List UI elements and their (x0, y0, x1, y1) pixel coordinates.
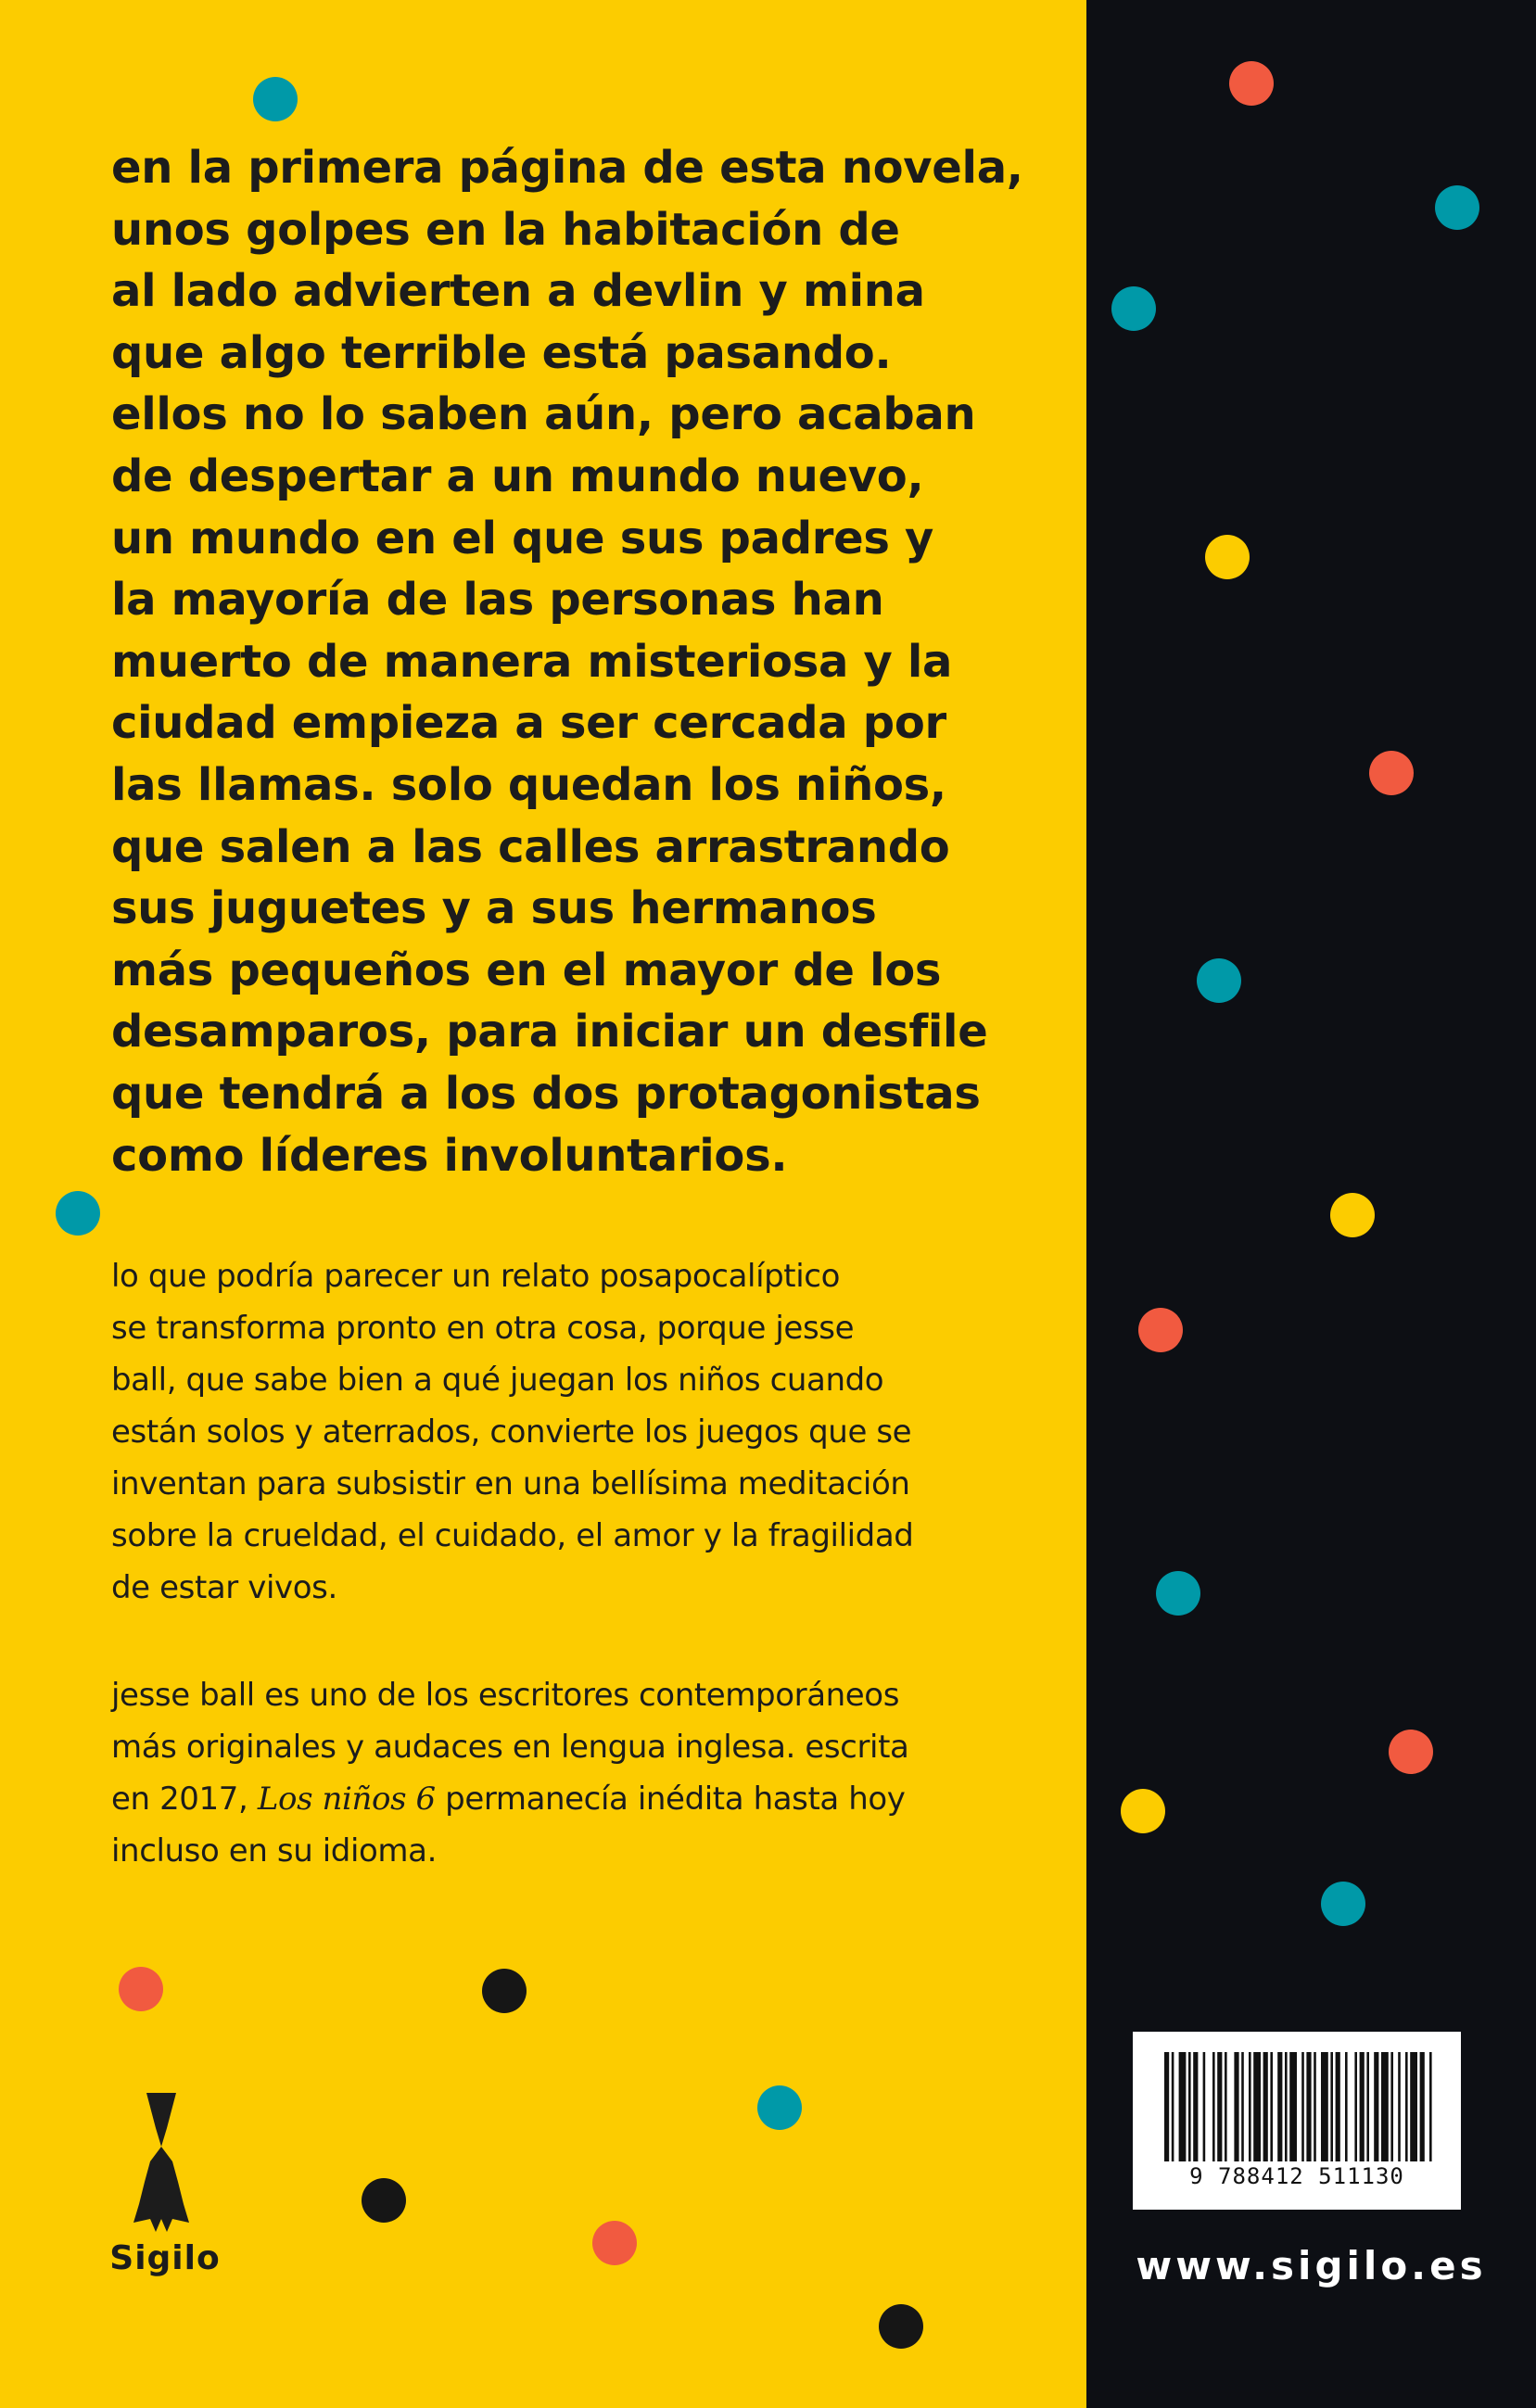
synopsis-line: unos golpes en la habitación de (111, 203, 900, 256)
decorative-dot (1205, 535, 1250, 579)
decorative-dot (1369, 751, 1414, 795)
synopsis-line: la mayoría de las personas han (111, 574, 884, 627)
barcode-bar (1429, 2052, 1432, 2161)
decorative-dot (253, 77, 298, 121)
decorative-dot (592, 2221, 637, 2265)
synopsis-line: que algo terrible está pasando. (111, 326, 892, 379)
barcode-bar (1420, 2052, 1425, 2161)
decorative-dot (879, 2304, 923, 2349)
decorative-dot (1435, 185, 1479, 230)
publisher-logo (109, 2093, 221, 2278)
barcode-bar (1234, 2052, 1238, 2161)
barcode-bar (1336, 2052, 1340, 2161)
paragraph-line: se transforma pronto en otra cosa, porque jesse (111, 1310, 855, 1347)
synopsis-line: más pequeños en el mayor de los (111, 944, 942, 996)
barcode-bar (1270, 2052, 1273, 2161)
barcode-bar (1203, 2052, 1206, 2161)
synopsis-line: sus juguetes y a sus hermanos (111, 882, 877, 935)
paragraph-line: lo que podría parecer un relato posapocalíptico (111, 1258, 840, 1295)
decorative-dot (1321, 1882, 1365, 1926)
decorative-dot (757, 2085, 802, 2130)
barcode-bar (1277, 2052, 1282, 2161)
barcode-bar (1366, 2052, 1369, 2161)
barcode-bar (1321, 2052, 1328, 2161)
synopsis-line: que tendrá a los dos protagonistas (111, 1067, 981, 1120)
synopsis-line: muerto de manera misteriosa y la (111, 635, 953, 688)
paragraph-line: están solos y aterrados, convierte los juegos que se (111, 1413, 912, 1451)
barcode-bar (1410, 2052, 1417, 2161)
barcode-bar (1330, 2052, 1333, 2161)
paragraph-line (111, 1773, 1075, 1825)
book-title: Los niños 6 (257, 1781, 436, 1818)
publisher-name: Sigilo (109, 2239, 221, 2277)
synopsis-line: un mundo en el que sus padres y (111, 512, 934, 564)
barcode-bar (1354, 2052, 1357, 2161)
isbn-barcode (1133, 2032, 1461, 2210)
synopsis-line: las llamas. solo quedan los niños, (111, 758, 946, 811)
barcode-bar (1374, 2052, 1378, 2161)
decorative-dot (1121, 1789, 1165, 1833)
barcode-bar (1179, 2052, 1187, 2161)
barcode-bar (1217, 2052, 1222, 2161)
paragraph-text: permanecía inédita hasta hoy (435, 1781, 906, 1818)
decorative-dot (482, 1969, 527, 2013)
synopsis-line: de despertar a un mundo nuevo, (111, 450, 924, 502)
isbn-number: 9 788412 511130 (1189, 2163, 1404, 2189)
synopsis-line: ciudad empieza a ser cercada por (111, 697, 946, 750)
barcode-bar (1212, 2052, 1215, 2161)
synopsis-line: como líderes involuntarios. (111, 1129, 788, 1182)
synopsis-lead (111, 137, 1075, 1186)
barcode-bar (1188, 2052, 1191, 2161)
decorative-dot (1111, 286, 1156, 331)
synopsis-line: en la primera página de esta novela, (111, 142, 1023, 194)
barcode-bar (1225, 2052, 1227, 2161)
barcode-bar (1360, 2052, 1365, 2161)
barcode-bar (1172, 2052, 1174, 2161)
decorative-dot (1197, 958, 1241, 1003)
paragraph-line: incluso en su idioma. (111, 1832, 437, 1869)
decorative-dot (1138, 1308, 1183, 1352)
decorative-dot (1330, 1193, 1375, 1237)
decorative-dot (362, 2178, 406, 2223)
decorative-dot (1229, 61, 1274, 106)
synopsis-line: que salen a las calles arrastrando (111, 820, 950, 873)
synopsis-line: ellos no lo saben aún, pero acaban (111, 388, 976, 441)
decorative-dot (1156, 1571, 1200, 1616)
paragraph-line: sobre la crueldad, el cuidado, el amor y la fragilidad (111, 1517, 914, 1554)
barcode-bar (1289, 2052, 1297, 2161)
barcode-bar (1301, 2052, 1304, 2161)
barcode-bar (1164, 2052, 1169, 2161)
barcode-bar (1285, 2052, 1288, 2161)
paragraph-line: más originales y audaces en lengua inglesa. escrita (111, 1729, 909, 1766)
barcode-bar (1253, 2052, 1261, 2161)
barcode-bar (1263, 2052, 1268, 2161)
review-paragraph (111, 1250, 1075, 1614)
paragraph-line: jesse ball es uno de los escritores contemporáneos (111, 1677, 900, 1714)
barcode-bar (1345, 2052, 1348, 2161)
paragraph-text: en 2017, (111, 1781, 258, 1818)
author-paragraph (111, 1669, 1075, 1877)
paragraph-line: ball, que sabe bien a qué juegan los niños cuando (111, 1362, 884, 1399)
barcode-bar (1249, 2052, 1251, 2161)
barcode-bar (1381, 2052, 1389, 2161)
barcode-bar (1193, 2052, 1198, 2161)
barcode-bar (1405, 2052, 1408, 2161)
barcode-bar (1241, 2052, 1244, 2161)
decorative-dot (1389, 1730, 1433, 1774)
decorative-dot (119, 1967, 163, 2011)
decorative-dot (56, 1191, 100, 1236)
barcode-bar (1306, 2052, 1311, 2161)
synopsis-line: al lado advierten a devlin y mina (111, 265, 925, 318)
paragraph-line: inventan para subsistir en una bellísima meditación (111, 1465, 910, 1502)
barcode-bar (1390, 2052, 1393, 2161)
barcode-bar (1314, 2052, 1316, 2161)
barcode-bar (1398, 2052, 1401, 2161)
publisher-website: www.sigilo.es (1136, 2243, 1487, 2288)
sigilo-figure-icon (124, 2093, 198, 2241)
paragraph-line: de estar vivos. (111, 1569, 337, 1606)
synopsis-line: desamparos, para iniciar un desfile (111, 1006, 988, 1058)
